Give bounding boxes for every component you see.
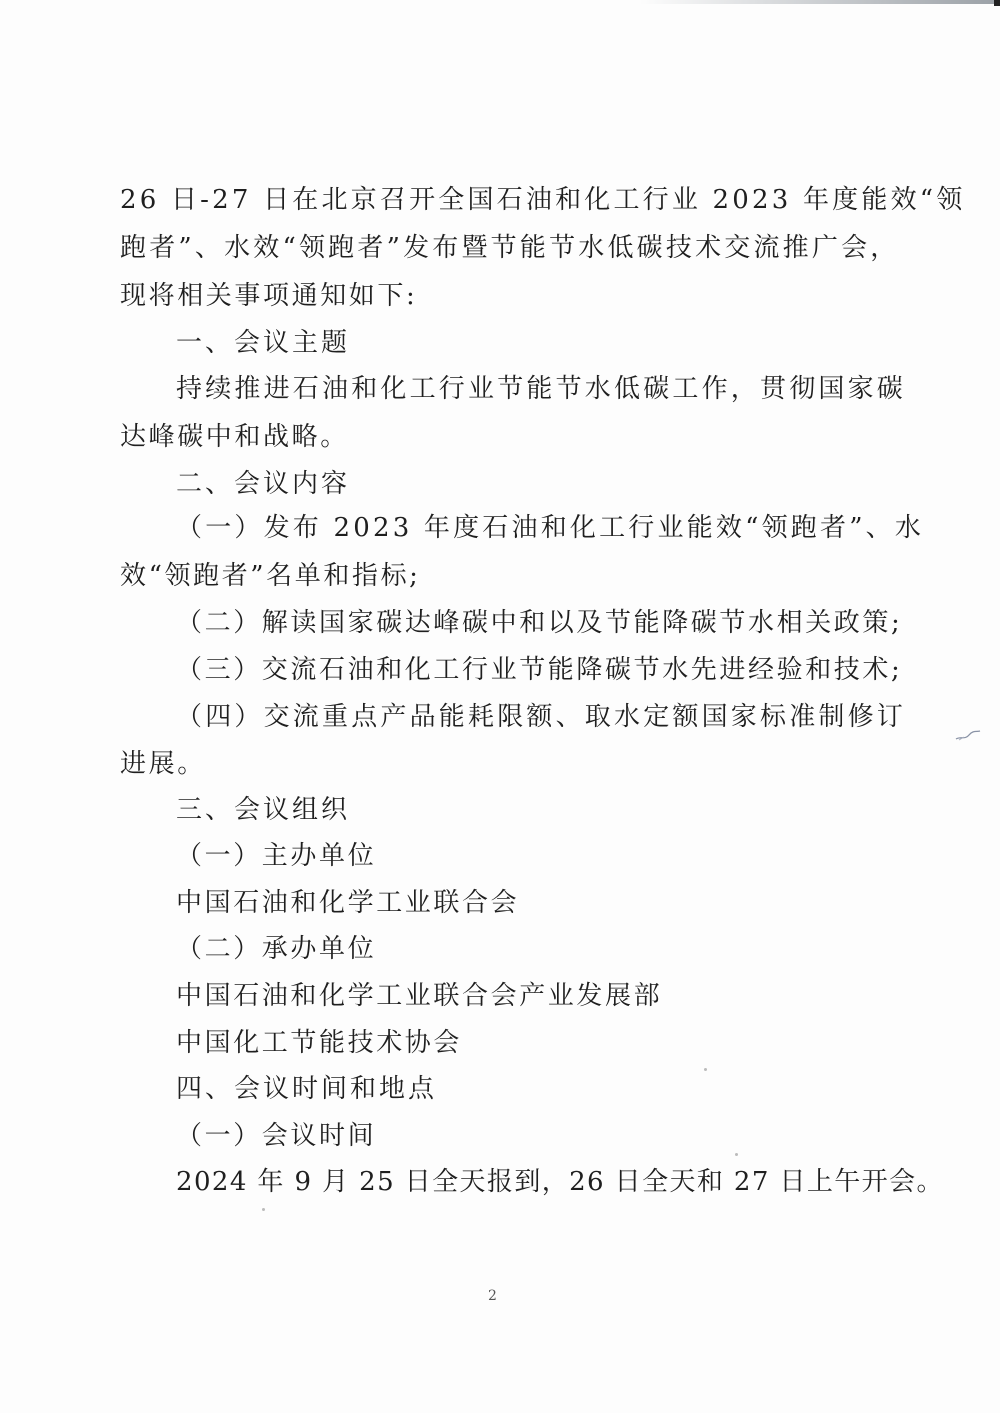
body-line-15: 中国石油和化学工业联合会产业发展部 [176,981,663,1011]
body-line-11: 进展。 [120,749,206,779]
body-line-7: 效“领跑者”名单和指标; [120,561,421,591]
body-line-13: 中国石油和化学工业联合会 [176,888,520,918]
body-line-3: 现将相关事项通知如下: [120,281,418,311]
body-line-2: 跑者”、水效“领跑者”发布暨节能节水低碳技术交流推广会， [120,233,900,263]
scan-speck [735,1153,738,1156]
scan-edge-line [640,0,1000,4]
body-line-6: （一）发布 2023 年度石油和化工行业能效“领跑者”、水 [176,513,925,543]
body-line-17: （一）会议时间 [176,1121,377,1151]
scan-edge-mark [994,0,1000,6]
body-line-8: （二）解读国家碳达峰碳中和以及节能降碳节水相关政策; [176,608,903,638]
body-line-4: 持续推进石油和化工行业节能节水低碳工作，贯彻国家碳 [176,374,907,404]
body-line-5: 达峰碳中和战略。 [120,422,349,452]
body-line-1: 26 日-27 日在北京召开全国石油和化工行业 2023 年度能效“领 [120,185,966,215]
body-line-10: （四）交流重点产品能耗限额、取水定额国家标准制修订 [176,702,907,732]
page-number: 2 [488,1288,497,1304]
body-line-12: （一）主办单位 [176,841,377,871]
section-heading-3: 三、会议组织 [176,795,351,825]
section-heading-2: 二、会议内容 [176,469,351,499]
scan-speck [704,1068,707,1071]
body-line-16: 中国化工节能技术协会 [176,1028,463,1058]
body-line-14: （二）承办单位 [176,934,377,964]
section-heading-4: 四、会议时间和地点 [176,1074,438,1104]
scan-smudge-icon [955,728,981,742]
body-line-9: （三）交流石油和化工行业节能降碳节水先进经验和技术; [176,655,903,685]
scan-speck [262,1208,265,1211]
body-line-18: 2024 年 9 月 25 日全天报到，26 日全天和 27 日上午开会。 [176,1167,944,1197]
section-heading-1: 一、会议主题 [176,328,351,358]
